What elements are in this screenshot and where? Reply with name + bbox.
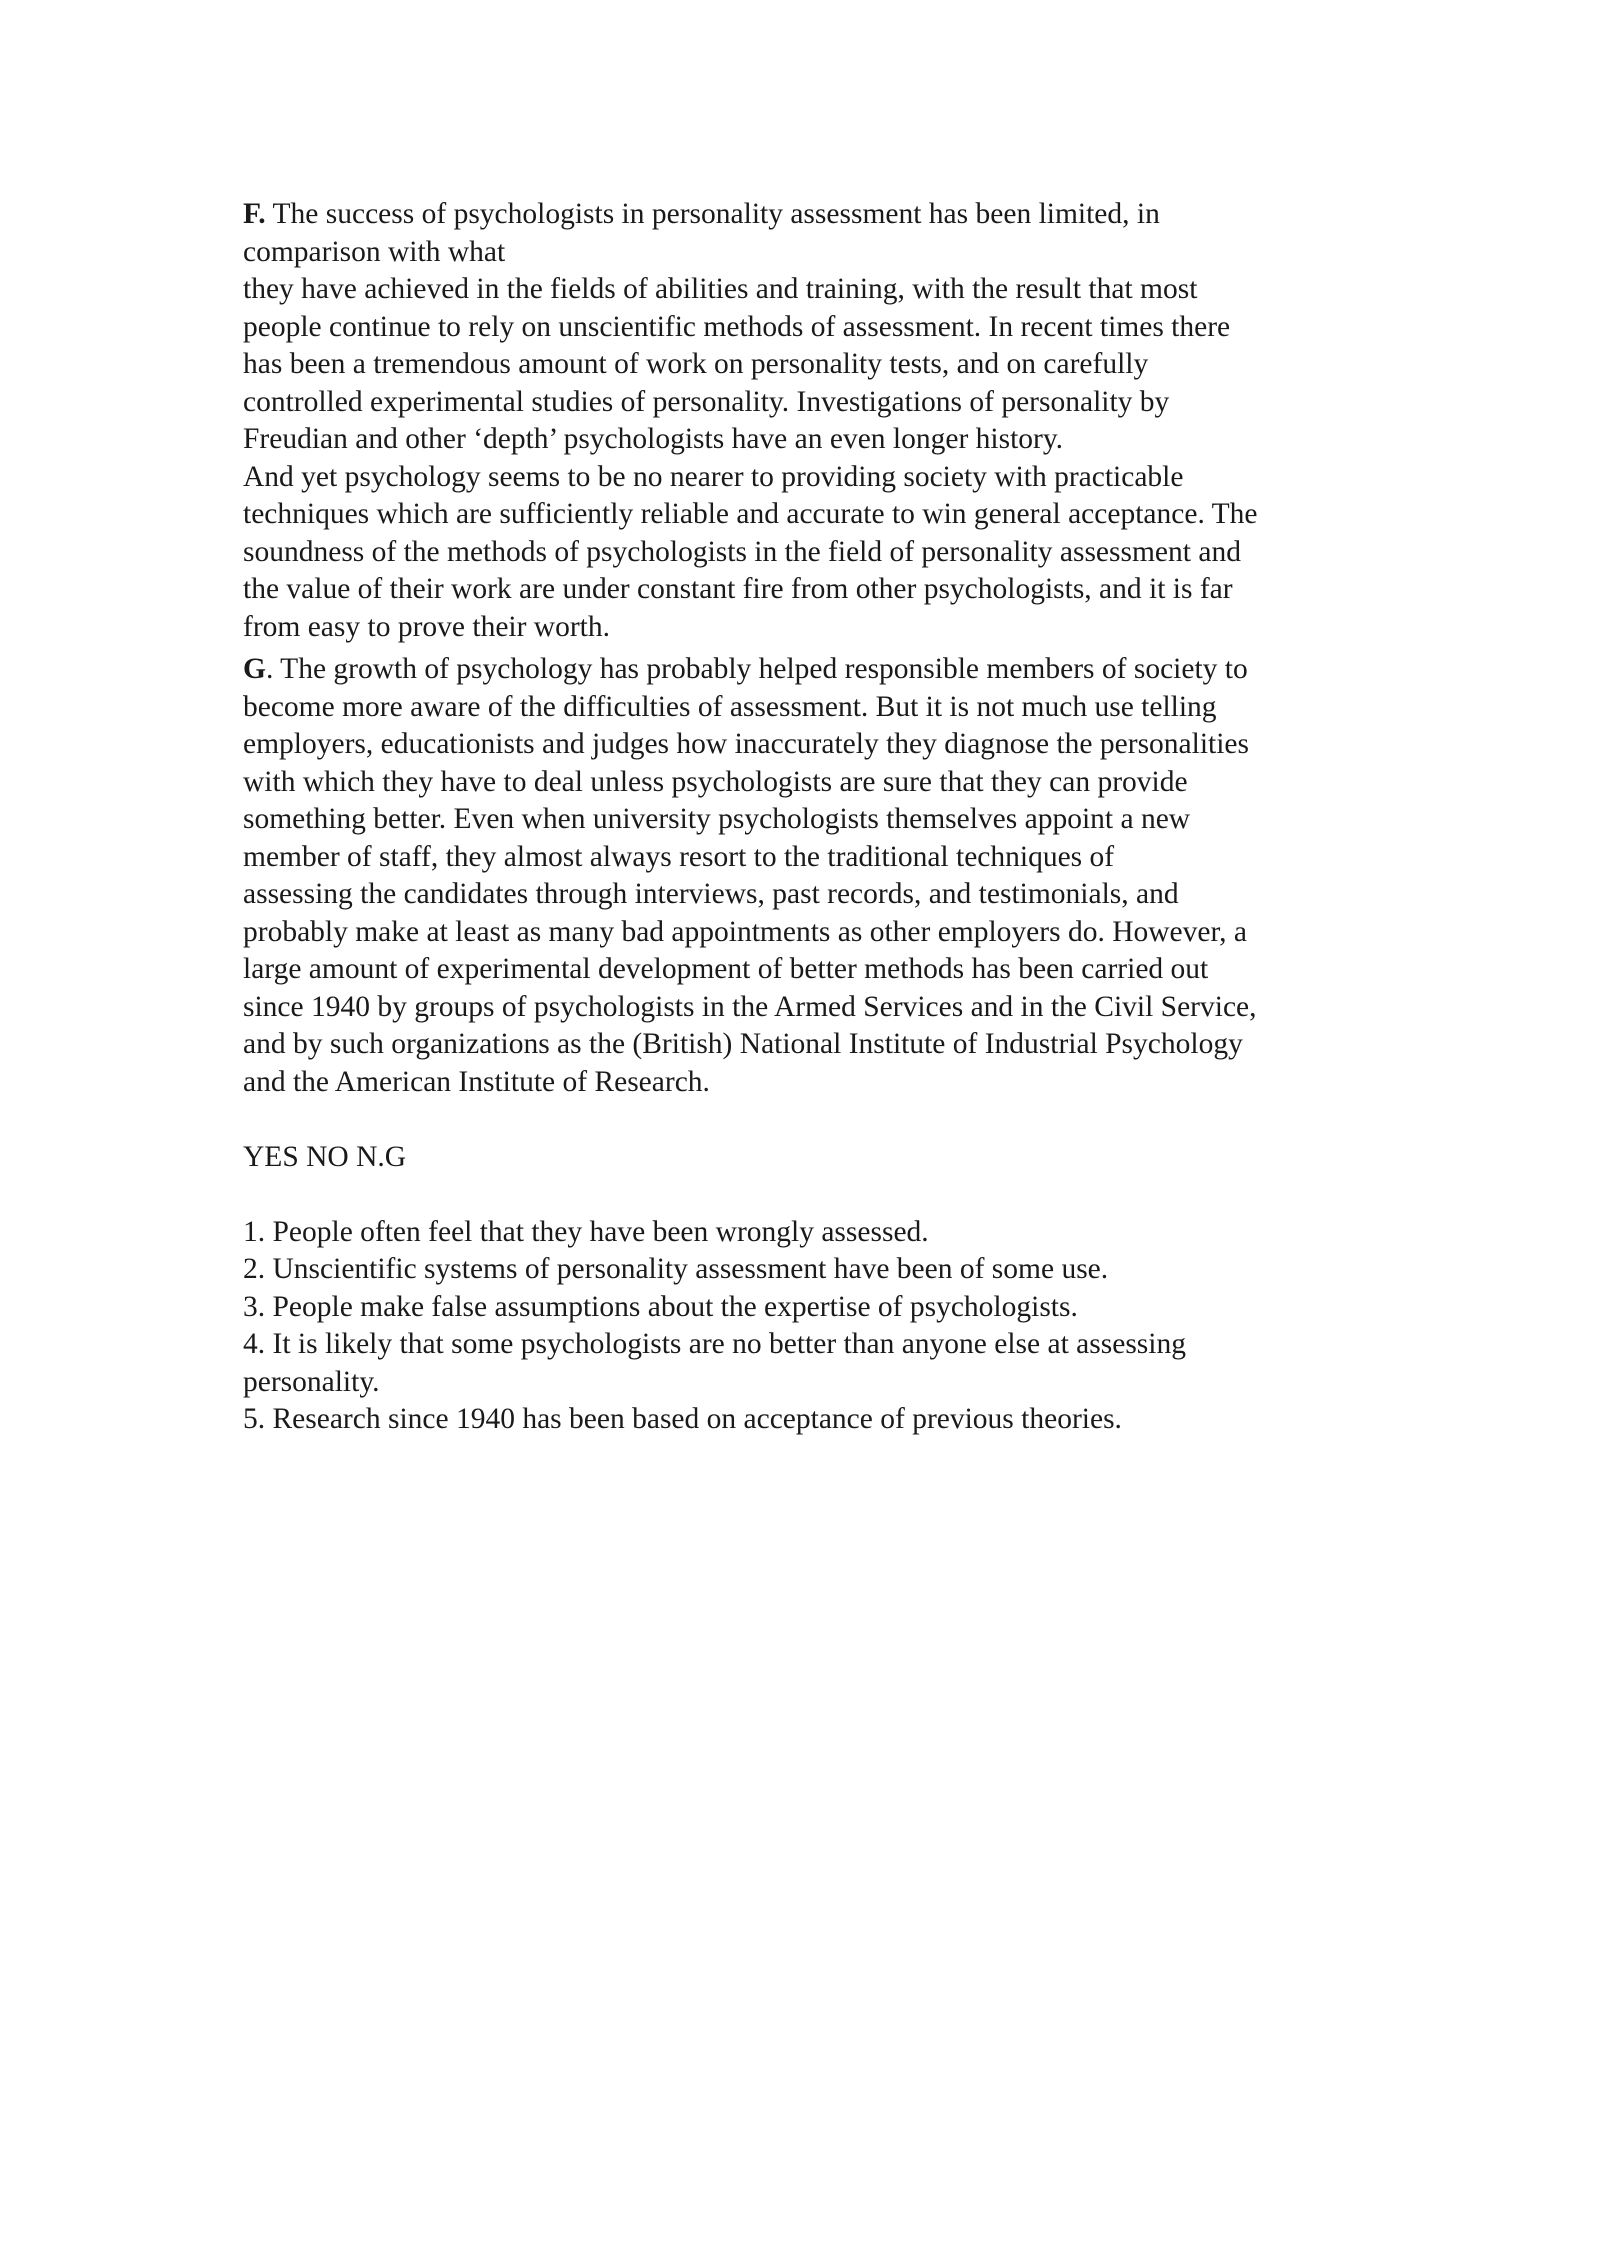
answer-options [243, 1139, 1373, 1177]
paragraph-g-text: . The growth of psychology has probably helped responsible members of society to [265, 653, 1248, 685]
paragraph-f-line: And yet psychology seems to be no nearer to providing society with practicable [243, 460, 1184, 493]
paragraph-f-line: people continue to rely on unscientific methods of assessment. In recent times there [243, 310, 1231, 343]
paragraph-f-line: soundness of the methods of psychologists in the field of personality assessment and [243, 535, 1241, 568]
paragraph-f-line: comparison with what [243, 235, 506, 268]
paragraph-g [243, 651, 1373, 1101]
answer-options-text: YES NO N.G [243, 1140, 407, 1173]
paragraph-g-line: large amount of experimental development of better methods has been carried out [243, 953, 1209, 985]
paragraph-g-line: become more aware of the difficulties of assessment. But it is not much use telling [243, 690, 1217, 723]
paragraph-f [243, 196, 1373, 646]
paragraph-f-line: techniques which are sufficiently reliable and accurate to win general acceptance. The [243, 498, 1258, 530]
question-item: 2. Unscientific systems of personality assessment have been of some use. [243, 1253, 1109, 1285]
blank-line [243, 1176, 1373, 1214]
paragraph-f-label: F. [243, 198, 266, 230]
paragraph-f-text: The success of psychologists in personality assessment has been limited, in [265, 198, 1160, 230]
question-item: 1. People often feel that they have been wrongly assessed. [243, 1215, 929, 1248]
paragraph-f-line: the value of their work are under constant fire from other psychologists, and it is far [243, 573, 1233, 605]
paragraph-f-line: controlled experimental studies of personality. Investigations of personality by [243, 385, 1170, 418]
paragraph-g-line: and by such organizations as the (British) National Institute of Industrial Psychology [243, 1028, 1243, 1060]
paragraph-g-line: assessing the candidates through interviews, past records, and testimonials, and [243, 878, 1179, 910]
paragraph-g-line: and the American Institute of Research. [243, 1065, 710, 1098]
question-item: 4. It is likely that some psychologists are no better than anyone else at assessing [243, 1328, 1186, 1360]
paragraph-g-line: probably make at least as many bad appointments as other employers do. However, a [243, 915, 1247, 948]
paragraph-f-line: Freudian and other ‘depth’ psychologists have an even longer history. [243, 423, 1064, 455]
question-item-continuation: personality. [243, 1365, 380, 1398]
question-item: 3. People make false assumptions about the expertise of psychologists. [243, 1290, 1078, 1323]
paragraph-g-line: member of staff, they almost always resort to the traditional techniques of [243, 840, 1115, 873]
paragraph-g-line: something better. Even when university psychologists themselves appoint a new [243, 803, 1191, 835]
paragraph-g-line: employers, educationists and judges how inaccurately they diagnose the personalities [243, 728, 1249, 760]
paragraph-f-line: they have achieved in the fields of abilities and training, with the result that most [243, 273, 1198, 305]
blank-line [243, 1101, 1373, 1139]
paragraph-f-line [243, 196, 1373, 234]
paragraph-g-line [243, 651, 1373, 689]
paragraph-f-line: has been a tremendous amount of work on personality tests, and on carefully [243, 348, 1149, 380]
paragraph-g-line: since 1940 by groups of psychologists in the Armed Services and in the Civil Service, [243, 990, 1257, 1023]
paragraph-g-line: with which they have to deal unless psychologists are sure that they can provide [243, 765, 1188, 798]
document-body [243, 196, 1373, 1439]
question-item: 5. Research since 1940 has been based on acceptance of previous theories. [243, 1403, 1122, 1435]
paragraph-g-label: G [243, 653, 266, 685]
paragraph-f-line: from easy to prove their worth. [243, 610, 611, 643]
question-list [243, 1214, 1373, 1439]
